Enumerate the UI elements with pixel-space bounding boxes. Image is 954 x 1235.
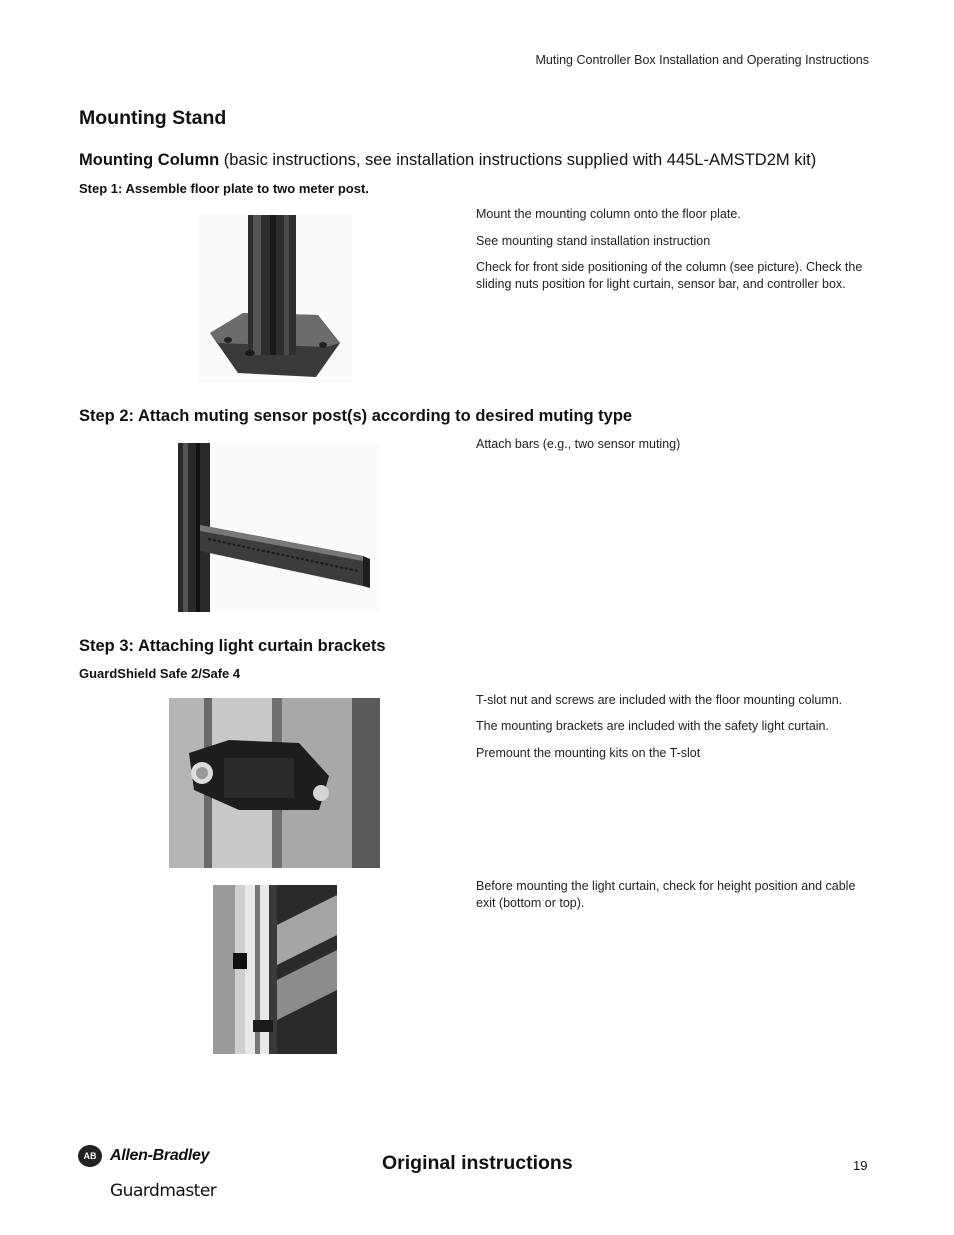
page-number: 19 (853, 1158, 868, 1173)
guardmaster-brand: Guardmaster (110, 1181, 217, 1201)
step3-paragraph-3: Premount the mounting kits on the T-slot (476, 746, 701, 760)
allen-bradley-logo-icon: AB (78, 1145, 102, 1167)
step3-paragraph-2: The mounting brackets are included with the safety light curtain. (476, 719, 829, 733)
step1-paragraph-3: Check for front side positioning of the column (see picture). Check the sliding nuts position for light curtain, sensor bar, and controller box. (476, 260, 863, 291)
section-title: Mounting Stand (79, 107, 227, 129)
running-header: Muting Controller Box Installation and Operating Instructions (535, 53, 869, 67)
light-curtain-image (213, 885, 337, 1054)
footer-title: Original instructions (382, 1152, 573, 1174)
allen-bradley-brand: Allen-Bradley (110, 1147, 210, 1164)
step1-paragraph-2: See mounting stand installation instruction (476, 234, 711, 248)
step1-paragraph-1: Mount the mounting column onto the floor plate. (476, 207, 741, 221)
step3-paragraph-1: T-slot nut and screws are included with the floor mounting column. (476, 693, 843, 707)
step3-heading: Step 3: Attaching light curtain brackets (79, 637, 386, 655)
subtitle-rest: (basic instructions, see installation instructions supplied with 445L-AMSTD2M kit) (219, 151, 817, 169)
floor-plate-column-image (198, 215, 352, 383)
subtitle-bold: Mounting Column (79, 151, 220, 169)
sensor-post-image (178, 443, 380, 612)
step3-paragraph-4: Before mounting the light curtain, check for height position and cable exit (bottom or top). (476, 879, 856, 910)
step3-subheading: GuardShield Safe 2/Safe 4 (79, 666, 241, 681)
step2-heading: Step 2: Attach muting sensor post(s) according to desired muting type (79, 407, 633, 425)
step2-paragraph-1: Attach bars (e.g., two sensor muting) (476, 437, 681, 451)
section-subtitle (79, 151, 816, 170)
bracket-image (169, 698, 380, 868)
step1-heading: Step 1: Assemble floor plate to two meter post. (79, 181, 369, 196)
